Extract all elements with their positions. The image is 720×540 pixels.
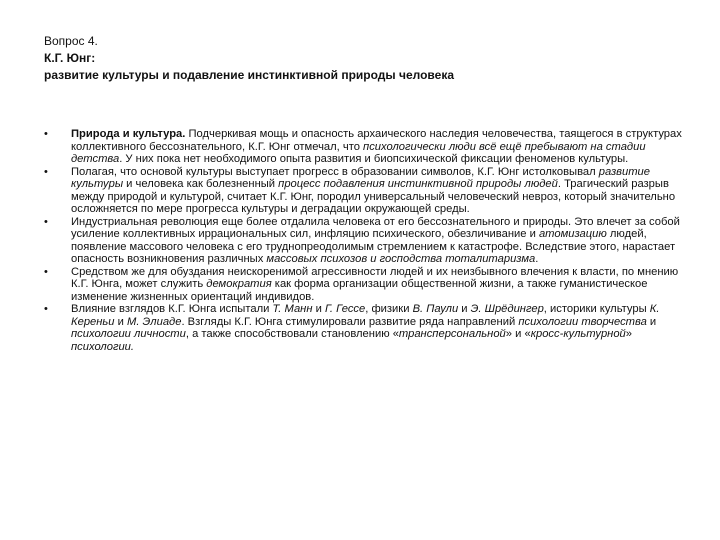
bullet-item xyxy=(44,128,684,166)
bullet-item xyxy=(44,166,684,216)
bullet-text xyxy=(71,303,684,353)
italic-text: трансперсональной xyxy=(398,328,506,340)
body-text: и xyxy=(114,315,127,328)
italic-text: психологии. xyxy=(71,340,135,353)
bullet-dot-icon: • xyxy=(44,165,48,178)
body-text: и xyxy=(458,303,471,315)
body-text: , историки культуры xyxy=(543,303,650,315)
body-text: , а также способствовали становлению « xyxy=(185,328,399,340)
italic-text: В. Паули xyxy=(412,303,459,315)
bullet-text xyxy=(71,128,684,166)
italic-text: К. Кереньи xyxy=(71,303,660,328)
italic-text: Э. Шрёдингер xyxy=(470,303,544,315)
bullet-dot-icon: • xyxy=(44,215,48,228)
topic-title: развитие культуры и подавление инстинктивной природы человека xyxy=(44,68,455,82)
body-text: людей, появление массового человека с его труднопреодолимым стремлением к катастрофе. Вследствие этого, нарастает опасность возникновения различных xyxy=(71,228,676,265)
body-text: » xyxy=(625,328,633,340)
italic-text: психологически люди всё ещё пребывают на стадии детства xyxy=(71,140,646,165)
italic-text: Г. Гессе xyxy=(324,303,366,315)
body-text: . xyxy=(535,253,539,265)
body-text: . Трагический разрыв между природой и культурой, считает К.Г. Юнг, породил универсальный человеческий невроз, который значительно осложняется по мере прогресса культуры и деградации окружающей среды. xyxy=(71,178,676,215)
italic-text: демократия xyxy=(206,278,272,290)
question-number: Вопрос 4. xyxy=(44,34,98,48)
bullet-list xyxy=(44,128,684,353)
body-text: и xyxy=(646,315,657,328)
bullet-dot-icon: • xyxy=(44,303,48,315)
italic-text: психологии личности xyxy=(71,328,186,340)
bullet-item xyxy=(44,266,684,304)
bullet-item xyxy=(44,216,684,266)
body-text: Средством же для обуздания неискоренимой агрессивности людей и их неизбывного влечения к власти, по мнению К.Г. Юнга, может служить xyxy=(71,265,679,290)
body-text: » и « xyxy=(505,328,531,340)
italic-text: психологии творчества xyxy=(518,315,647,328)
italic-text: атомизацию xyxy=(538,228,607,240)
body-text: и xyxy=(312,303,325,315)
body-text: . У них пока нет необходимого опыта развития и биопсихической фиксации феноменов культуры. xyxy=(119,153,629,165)
bullet-dot-icon: • xyxy=(44,128,48,140)
italic-text: кросс-культурной xyxy=(530,328,626,340)
body-text: Подчеркивая мощь и опасность архаического наследия человечества, таящегося в структурах коллективного бессознательного, К.Г. Юнг отмечал, что xyxy=(71,128,682,153)
body-text: Индустриальная революция еще более отдалила человека от его бессознательного и природы. Это влечет за собой усиление коллективных иррациональных сил, инфляцию психического, обезличивание и xyxy=(71,215,680,240)
body-text: как форма организации общественной жизни, а также гуманистическое изменение жизненных ориентаций индивидов. xyxy=(71,278,648,303)
bullet-item xyxy=(44,303,684,353)
author-title: К.Г. Юнг: xyxy=(44,51,96,65)
italic-text: процесс подавления инстинктивной природы людей xyxy=(278,178,558,190)
body-text: Влияние взглядов К.Г. Юнга испытали xyxy=(71,303,273,315)
bullet-text xyxy=(71,216,684,266)
body-text: и человека как болезненный xyxy=(123,178,279,190)
bullet-text xyxy=(71,166,684,216)
italic-text: Т. Манн xyxy=(272,303,313,315)
slide-header xyxy=(44,33,684,84)
italic-text: массовых психозов и господства тоталитаризма xyxy=(266,253,536,265)
body-text: . Взгляды К.Г. Юнга стимулировали развитие ряда направлений xyxy=(181,315,519,328)
body-text: Полагая, что основой культуры выступает прогресс в образовании символов, К.Г. Юнг истолковывал xyxy=(71,165,599,178)
bullet-text xyxy=(71,266,684,304)
italic-text: М. Элиаде xyxy=(127,315,182,328)
italic-text: развитие культуры xyxy=(71,165,651,190)
body-text: , физики xyxy=(365,303,413,315)
bullet-dot-icon: • xyxy=(44,265,48,278)
bold-lead-text: Природа и культура. xyxy=(71,128,186,140)
